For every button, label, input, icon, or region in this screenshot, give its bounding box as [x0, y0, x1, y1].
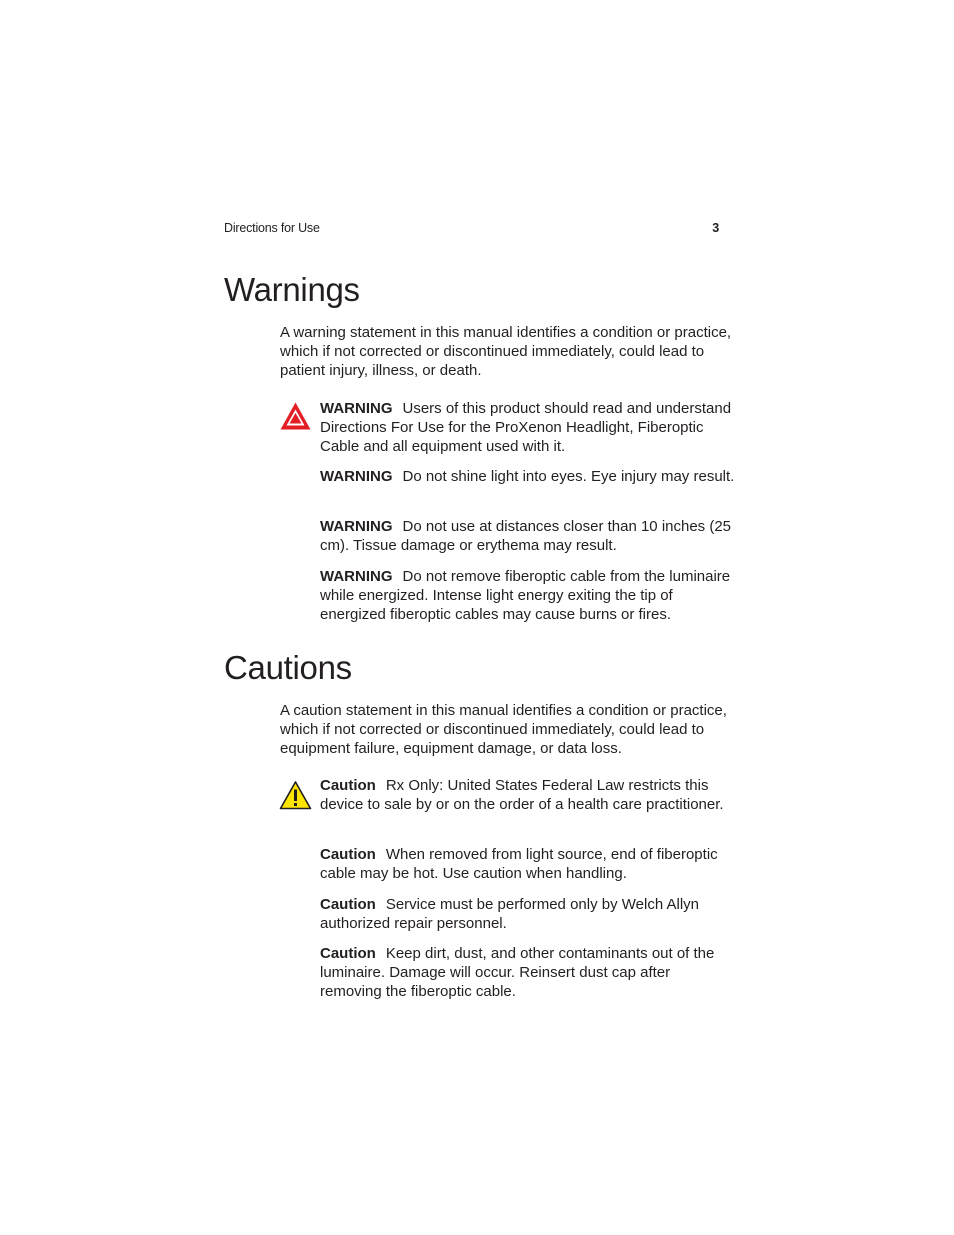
warnings-intro: A warning statement in this manual identifies a condition or practice, which if not corrected or discontinued immediately, could lead to patient injury, illness, or death.: [280, 324, 732, 379]
caution-entry: [320, 776, 735, 814]
caution-entry: [320, 944, 735, 1001]
warning-entry: [320, 399, 735, 456]
warnings-heading: Warnings: [224, 271, 360, 308]
caution-entry: [320, 845, 735, 883]
caution-label: Caution: [320, 846, 376, 863]
warning-text: Do not use at distances closer than 10 inches (25 cm). Tissue damage or erythema may result.: [320, 518, 732, 554]
caution-text: Rx Only: United States Federal Law restricts this device to sale by or on the order of a health care practitioner.: [320, 777, 724, 813]
warning-label: WARNING: [320, 518, 393, 535]
running-head: [224, 221, 719, 235]
warning-entry: [320, 517, 735, 555]
warning-text: Do not shine light into eyes. Eye injury may result.: [402, 468, 735, 485]
caution-label: Caution: [320, 945, 376, 962]
page-number: 3: [712, 221, 719, 235]
running-title: Directions for Use: [224, 221, 320, 235]
warning-label: WARNING: [320, 568, 393, 585]
warning-triangle-icon: [279, 401, 312, 431]
caution-label: Caution: [320, 896, 376, 913]
warning-entry: [320, 567, 735, 624]
caution-label: Caution: [320, 777, 376, 794]
caution-text: Service must be performed only by Welch Allyn authorized repair personnel.: [320, 896, 700, 932]
warning-entry: [320, 467, 735, 486]
warning-text: Do not remove fiberoptic cable from the luminaire while energized. Intense light energy exiting the tip of energized fiberoptic cables may cause burns or fires.: [320, 568, 731, 623]
caution-text: When removed from light source, end of fiberoptic cable may be hot. Use caution when handling.: [320, 846, 718, 882]
warning-text: Users of this product should read and understand Directions For Use for the ProXenon Headlight, Fiberoptic Cable and all equipment used with it.: [320, 400, 732, 455]
cautions-heading: Cautions: [224, 649, 352, 686]
cautions-intro: A caution statement in this manual identifies a condition or practice, which if not corrected or discontinued immediately, could lead to equipment failure, equipment damage, or data loss.: [280, 702, 727, 757]
caution-entry: [320, 895, 735, 933]
caution-text: Keep dirt, dust, and other contaminants out of the luminaire. Damage will occur. Reinsert dust cap after removing the fiberoptic cable.: [320, 945, 715, 1000]
warning-label: WARNING: [320, 468, 393, 485]
caution-exclamation-icon: [279, 780, 312, 810]
warning-label: WARNING: [320, 400, 393, 417]
